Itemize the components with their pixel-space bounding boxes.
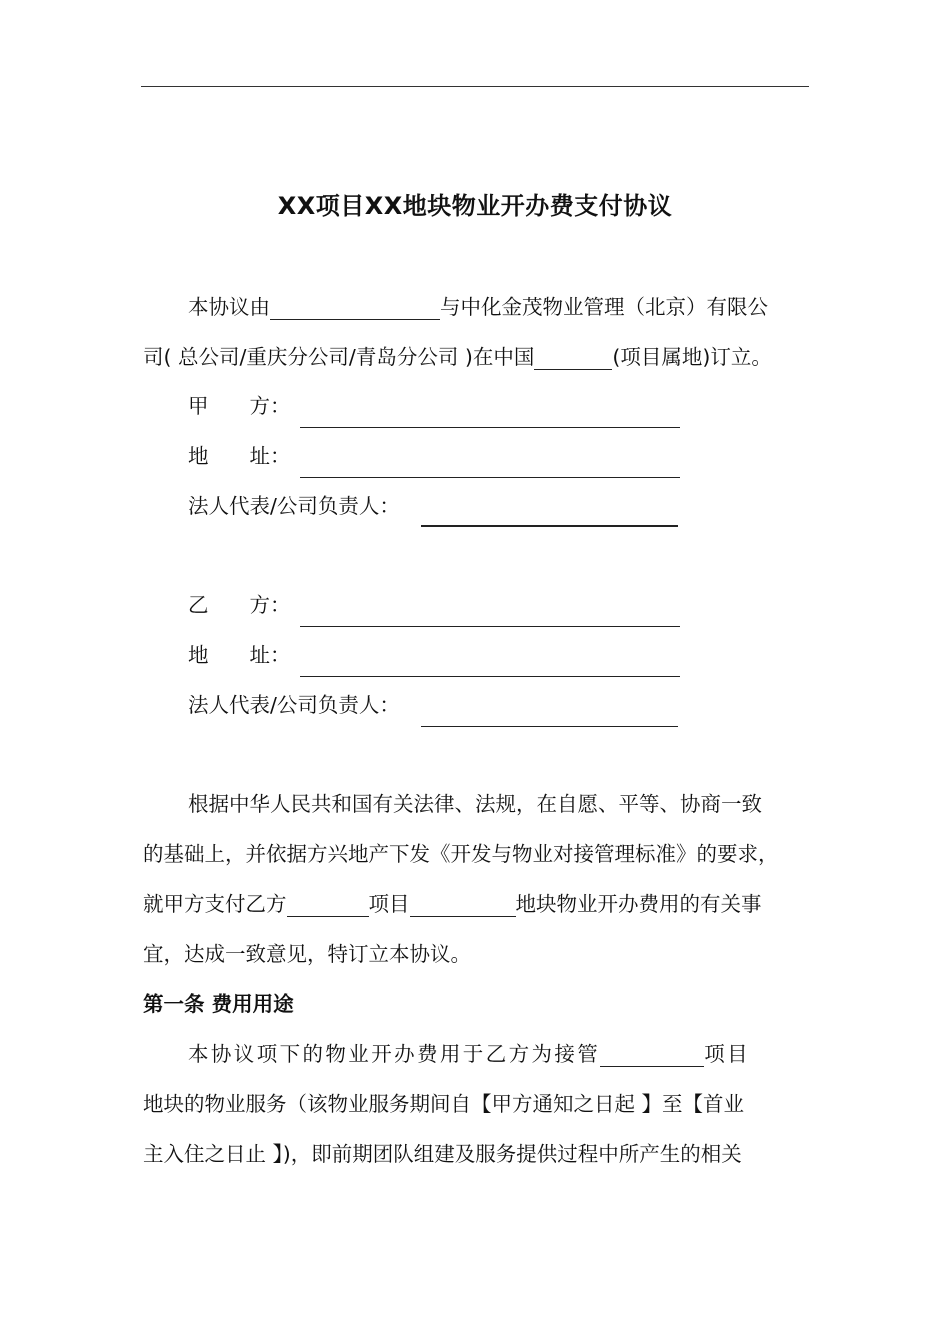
basis-line-3 [143, 889, 762, 919]
basis-line-2: 的基础上，并依据方兴地产下发《开发与物业对接管理标准》的要求， [143, 842, 779, 866]
basis-line-4: 宜，达成一致意见，特订立本协议。 [143, 942, 471, 966]
party-b-address-label: 地 址： [188, 643, 291, 667]
article-text: 本协议项下的物业开办费用于乙方为接管 [188, 1042, 601, 1066]
basis-text: 项目 [368, 892, 410, 916]
intro-line-1 [188, 292, 768, 322]
party-b-address-field[interactable] [300, 676, 680, 677]
basis-text: 就甲方支付乙方 [143, 892, 287, 916]
party-b-name-label: 乙 方： [188, 593, 291, 617]
party-b-rep-field[interactable] [421, 726, 678, 727]
party-a-name-field[interactable] [300, 427, 680, 428]
location-blank[interactable] [534, 345, 612, 370]
party-a-name-label: 甲 方： [188, 394, 291, 418]
intro-text: 与中化金茂物业管理（北京）有限公 [440, 295, 768, 319]
party-b-rep-label: 法人代表/公司负责人： [188, 693, 400, 717]
basis-text: 地块物业开办费用的有关事 [515, 892, 762, 916]
document-title: XX项目XX地块物业开办费支付协议 [277, 192, 673, 220]
party-b-name-field[interactable] [300, 626, 680, 627]
article-1-line-3: 主入住之日止 】)，即前期团队组建及服务提供过程中所产生的相关 [143, 1142, 742, 1166]
project-blank[interactable] [287, 892, 369, 917]
party-a-rep-field[interactable] [421, 525, 678, 527]
party-a-address-label: 地 址： [188, 444, 291, 468]
intro-line-2 [143, 342, 772, 372]
article-1-line-2: 地块的物业服务（该物业服务期间自【甲方通知之日起 】至【首业 [143, 1092, 745, 1116]
party-a-rep-label: 法人代表/公司负责人： [188, 494, 400, 518]
header-rule [141, 86, 809, 87]
article-1-heading: 第一条 费用用途 [143, 992, 294, 1016]
basis-line-1: 根据中华人民共和国有关法律、法规，在自愿、平等、协商一致 [188, 792, 762, 816]
takeover-project-blank[interactable] [600, 1042, 704, 1067]
article-text: 项目 [704, 1042, 751, 1066]
intro-text: 司( 总公司/重庆分公司/青岛分公司 )在中国 [143, 345, 535, 369]
intro-text: (项目属地)订立。 [612, 345, 772, 369]
article-1-line-1 [188, 1039, 750, 1069]
intro-text: 本协议由 [188, 295, 270, 319]
party-name-blank[interactable] [270, 295, 440, 320]
party-a-address-field[interactable] [300, 477, 680, 478]
plot-blank[interactable] [410, 892, 516, 917]
